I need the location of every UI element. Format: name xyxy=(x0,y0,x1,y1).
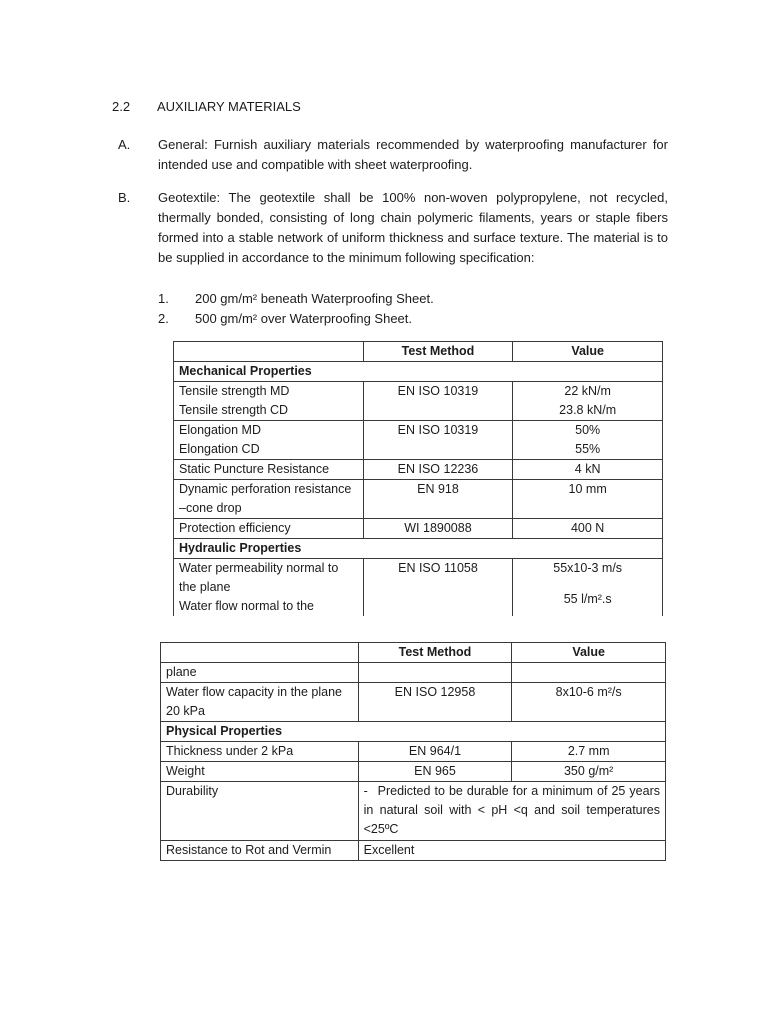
property-cell: Water flow capacity in the plane 20 kPa xyxy=(161,683,359,722)
group-mechanical: Mechanical Properties xyxy=(174,362,663,382)
property-cell: plane xyxy=(161,663,359,683)
method-cell: EN 964/1 xyxy=(358,742,512,762)
table-row xyxy=(174,559,663,617)
property-name: Water flow normal to the xyxy=(179,599,315,613)
table-row xyxy=(161,782,666,841)
value-cell: 10 mm xyxy=(513,480,663,519)
method-cell: EN ISO 12236 xyxy=(363,460,513,480)
value-cell: 350 g/m² xyxy=(512,762,666,782)
list-item-text: 500 gm/m² over Waterproofing Sheet. xyxy=(195,311,413,326)
value-text: 23.8 kN/m xyxy=(559,403,617,417)
group-row xyxy=(161,722,666,742)
property-cell xyxy=(174,559,364,617)
property-cell: Durability xyxy=(161,782,359,841)
property-cell: Static Puncture Resistance xyxy=(174,460,364,480)
spec-table-1 xyxy=(173,341,663,616)
property-cell: Dynamic perforation resistance –cone drop xyxy=(174,480,364,519)
header-cell-value: Value xyxy=(512,643,666,663)
property-name: Elongation MD xyxy=(179,423,261,437)
method-cell: WI 1890088 xyxy=(363,519,513,539)
method-cell: EN 965 xyxy=(358,762,512,782)
spec-table-2 xyxy=(160,642,666,861)
table-header-row xyxy=(161,643,666,663)
paragraph-a-text: General: Furnish auxiliary materials recommended by waterproofing manufacturer for intended use and compatible with sheet waterproofing. xyxy=(158,137,668,172)
property-cell: Thickness under 2 kPa xyxy=(161,742,359,762)
group-hydraulic: Hydraulic Properties xyxy=(174,539,663,559)
list-item-number: 2. xyxy=(158,311,169,326)
property-cell: Protection efficiency xyxy=(174,519,364,539)
property-cell xyxy=(174,382,364,421)
group-row xyxy=(174,539,663,559)
method-cell xyxy=(363,421,513,460)
section-number: 2.2 xyxy=(112,99,131,114)
value-text: 55x10-3 m/s xyxy=(553,561,623,575)
table-row xyxy=(174,480,663,519)
header-cell-property xyxy=(174,342,364,362)
paragraph-b-letter: B. xyxy=(118,190,131,205)
value-cell: 8x10-6 m²/s xyxy=(512,683,666,722)
list-item-text: 200 gm/m² beneath Waterproofing Sheet. xyxy=(195,291,434,306)
header-cell-test-method: Test Method xyxy=(363,342,513,362)
header-cell-property xyxy=(161,643,359,663)
value-cell: 4 kN xyxy=(513,460,663,480)
value-cell: 2.7 mm xyxy=(512,742,666,762)
group-row xyxy=(174,362,663,382)
dash-marker: - xyxy=(363,784,368,798)
method-cell xyxy=(363,382,513,421)
property-name: Elongation CD xyxy=(179,442,260,456)
property-name: Water permeability normal to the plane xyxy=(179,561,339,594)
header-cell-test-method: Test Method xyxy=(358,643,512,663)
table-row xyxy=(174,382,663,421)
section-title: AUXILIARY MATERIALS xyxy=(157,99,301,114)
property-cell xyxy=(174,421,364,460)
value-text: 22 kN/m xyxy=(564,384,611,398)
method-text: EN ISO 10319 xyxy=(397,384,479,398)
method-cell: EN ISO 12958 xyxy=(358,683,512,722)
table-row xyxy=(161,742,666,762)
property-cell: Weight xyxy=(161,762,359,782)
property-name: Tensile strength MD xyxy=(179,384,290,398)
value-text: 55% xyxy=(575,442,601,456)
group-physical: Physical Properties xyxy=(161,722,666,742)
value-text: 50% xyxy=(575,423,601,437)
value-cell xyxy=(513,382,663,421)
value-cell xyxy=(513,421,663,460)
table-row xyxy=(161,683,666,722)
value-cell xyxy=(512,663,666,683)
table-row xyxy=(174,460,663,480)
method-text: EN ISO 10319 xyxy=(397,423,479,437)
paragraph-a-letter: A. xyxy=(118,137,131,152)
paragraph-b-text: Geotextile: The geotextile shall be 100% non-woven polypropylene, not recycled, thermally bonded, consisting of long chain polymeric filaments, years or staple fibers formed into a stable network of uniform thickness and surface texture. The material is to be supplied in accordance to the minimum following specification: xyxy=(158,190,668,265)
method-cell xyxy=(363,559,513,617)
table-row xyxy=(161,762,666,782)
value-text: 55 l/m².s xyxy=(563,592,612,606)
table-row xyxy=(161,663,666,683)
durability-value-cell xyxy=(358,782,665,841)
list-item-number: 1. xyxy=(158,291,169,306)
method-cell xyxy=(358,663,512,683)
table-row xyxy=(174,519,663,539)
header-cell-value: Value xyxy=(513,342,663,362)
table-header-row xyxy=(174,342,663,362)
value-cell: 400 N xyxy=(513,519,663,539)
value-cell xyxy=(513,559,663,617)
table-row xyxy=(161,841,666,861)
method-text: EN ISO 11058 xyxy=(398,561,478,575)
method-cell: EN 918 xyxy=(363,480,513,519)
table-row xyxy=(174,421,663,460)
property-cell: Resistance to Rot and Vermin xyxy=(161,841,359,861)
value-cell: Excellent xyxy=(358,841,665,861)
durability-text: Predicted to be durable for a minimum of 25 years in natural soil with < pH <q and soil temperatures <25ºC xyxy=(363,784,660,836)
property-name: Tensile strength CD xyxy=(179,403,289,417)
